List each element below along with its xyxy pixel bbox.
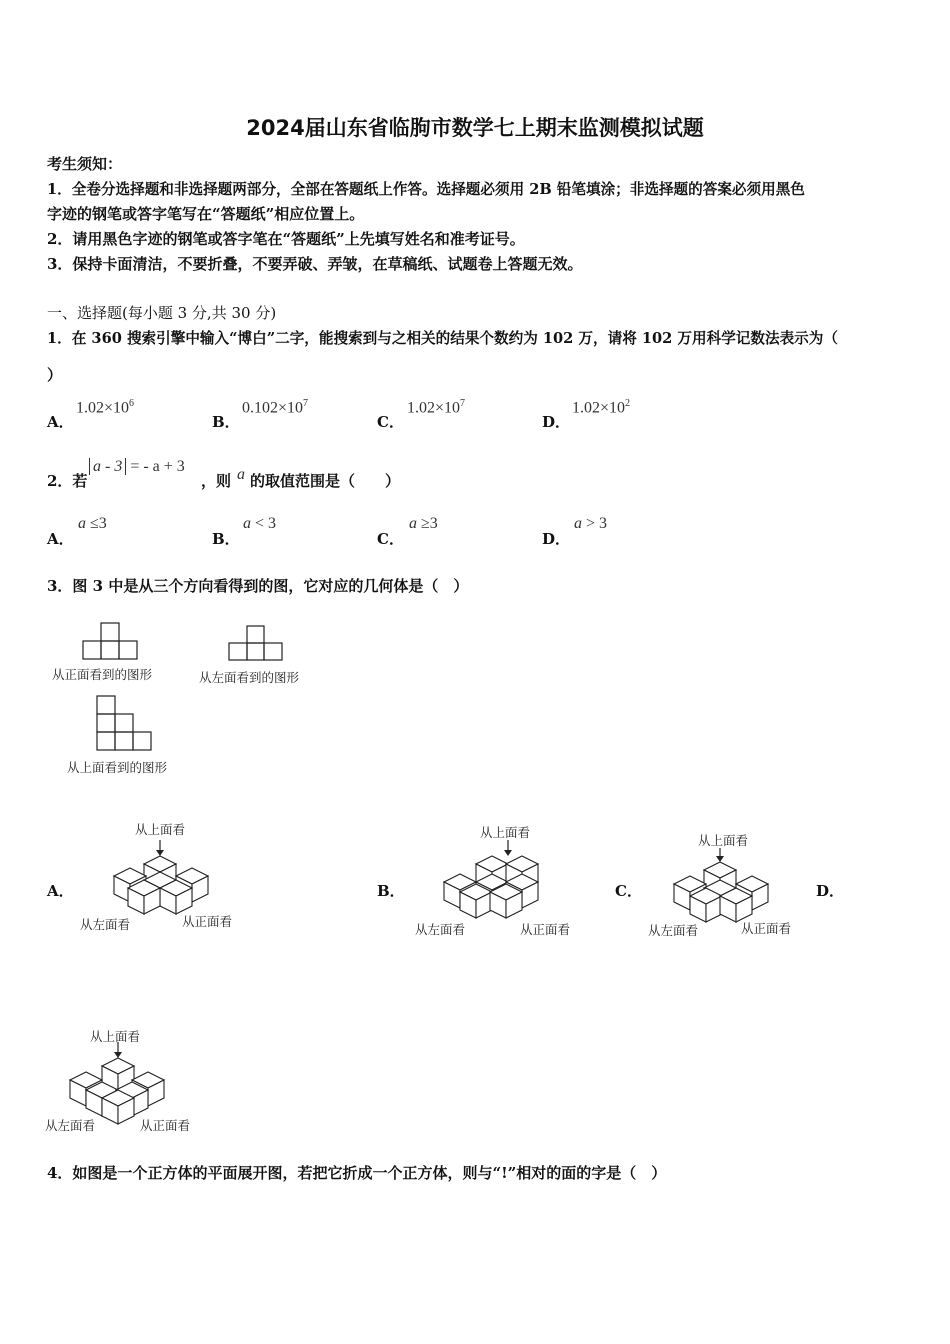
fig-a-front-label: 从正面看 [182, 914, 233, 929]
q2-option-b-label: B． [212, 530, 240, 548]
fig-b-left-label: 从左面看 [415, 922, 466, 937]
fig-c-left-label: 从左面看 [648, 923, 699, 938]
question-1-text: 1．在 360 搜索引擎中输入“博白”二字，能搜索到与之相关的结果个数约为 102 万，请将 102 万用科学记数法表示为（ [47, 330, 838, 347]
fig-d-left-label: 从左面看 [45, 1118, 96, 1133]
fig-a-left-label: 从左面看 [80, 917, 131, 932]
q2-option-a-value[interactable]: a ≤3 [78, 515, 107, 532]
fig-c-front-label: 从正面看 [741, 921, 792, 936]
q2-option-b-value[interactable]: a < 3 [243, 515, 277, 532]
fig-d-top-label: 从上面看 [90, 1029, 141, 1044]
q1-option-d-label: D． [542, 413, 571, 431]
q1-option-c-label: C． [377, 413, 404, 431]
q2-option-c-label: C． [377, 530, 404, 548]
q2-option-c-value[interactable]: a ≥3 [409, 515, 438, 532]
q1-option-d-value[interactable]: $1.02\times 10^2$ [572, 398, 631, 417]
page-title: 2024届山东省临朐市数学七上期末监测模拟试题 [246, 116, 704, 140]
q2-option-a-label: A． [47, 530, 74, 548]
fig-b-front-label: 从正面看 [520, 922, 571, 937]
question-2-suffix: 的取值范围是（ ） [250, 472, 401, 490]
question-2-prefix: 2．若 [47, 472, 88, 490]
q1-option-a-label: A． [47, 413, 74, 431]
q3-option-b-label[interactable]: B． [377, 882, 405, 900]
fig-a-top-label: 从上面看 [135, 822, 186, 837]
q1-option-a-value[interactable]: $1.02\times 10^6$ [76, 398, 135, 417]
q1-option-c-value[interactable]: $1.02\times 10^7$ [407, 398, 466, 417]
front-view-figure [82, 622, 138, 660]
top-view-label: 从上面看到的图形 [67, 760, 168, 775]
notice-line-2: 2．请用黑色字迹的钢笔或答字笔在“答题纸”上先填写姓名和准考证号。 [47, 230, 525, 248]
q1-option-b-value[interactable]: $0.102\times 10^7$ [242, 398, 309, 417]
question-2-equation: a - 3 = - a + 3 [89, 458, 185, 476]
q2-option-d-label: D． [542, 530, 571, 548]
q3-option-c-label[interactable]: C． [615, 882, 642, 900]
notice-line-1: 1．全卷分选择题和非选择题两部分，全部在答题纸上作答。选择题必须用 2B 铅笔填涂；非选择题的答案必须用黑色 [47, 181, 805, 198]
q3-option-a-label[interactable]: A． [47, 882, 74, 900]
notice-line-3: 3．保持卡面清洁，不要折叠，不要弄破、弄皱，在草稿纸、试题卷上答题无效。 [47, 255, 583, 273]
notice-line-1b: 字迹的钢笔或答字笔写在“答题纸”相应位置上。 [47, 205, 365, 223]
question-4-text: 4．如图是一个正方体的平面展开图，若把它折成一个正方体，则与“!”相对的面的字是（ ） [47, 1164, 667, 1182]
figure-d-solid[interactable] [66, 1042, 176, 1126]
figure-b-solid[interactable] [440, 840, 550, 926]
question-1-close: ） [47, 366, 63, 384]
notice-heading: 考生须知： [47, 155, 123, 173]
section-heading: 一、选择题(每小题 3 分,共 30 分) [47, 304, 277, 322]
fig-d-front-label: 从正面看 [140, 1118, 191, 1133]
left-view-label: 从左面看到的图形 [199, 670, 300, 685]
top-view-figure [96, 695, 152, 751]
figure-c-solid[interactable] [672, 848, 782, 928]
fig-c-top-label: 从上面看 [698, 833, 749, 848]
front-view-label: 从正面看到的图形 [52, 667, 153, 682]
question-2-mid: ，则 [201, 472, 232, 490]
q3-option-d-label[interactable]: D． [816, 882, 845, 900]
question-3-text: 3．图 3 中是从三个方向看得到的图，它对应的几何体是（ ） [47, 577, 469, 595]
q1-option-b-label: B． [212, 413, 240, 431]
left-view-figure [228, 625, 284, 661]
question-2-var: a [237, 466, 245, 483]
fig-b-top-label: 从上面看 [480, 825, 531, 840]
q2-option-d-value[interactable]: a > 3 [574, 515, 608, 532]
